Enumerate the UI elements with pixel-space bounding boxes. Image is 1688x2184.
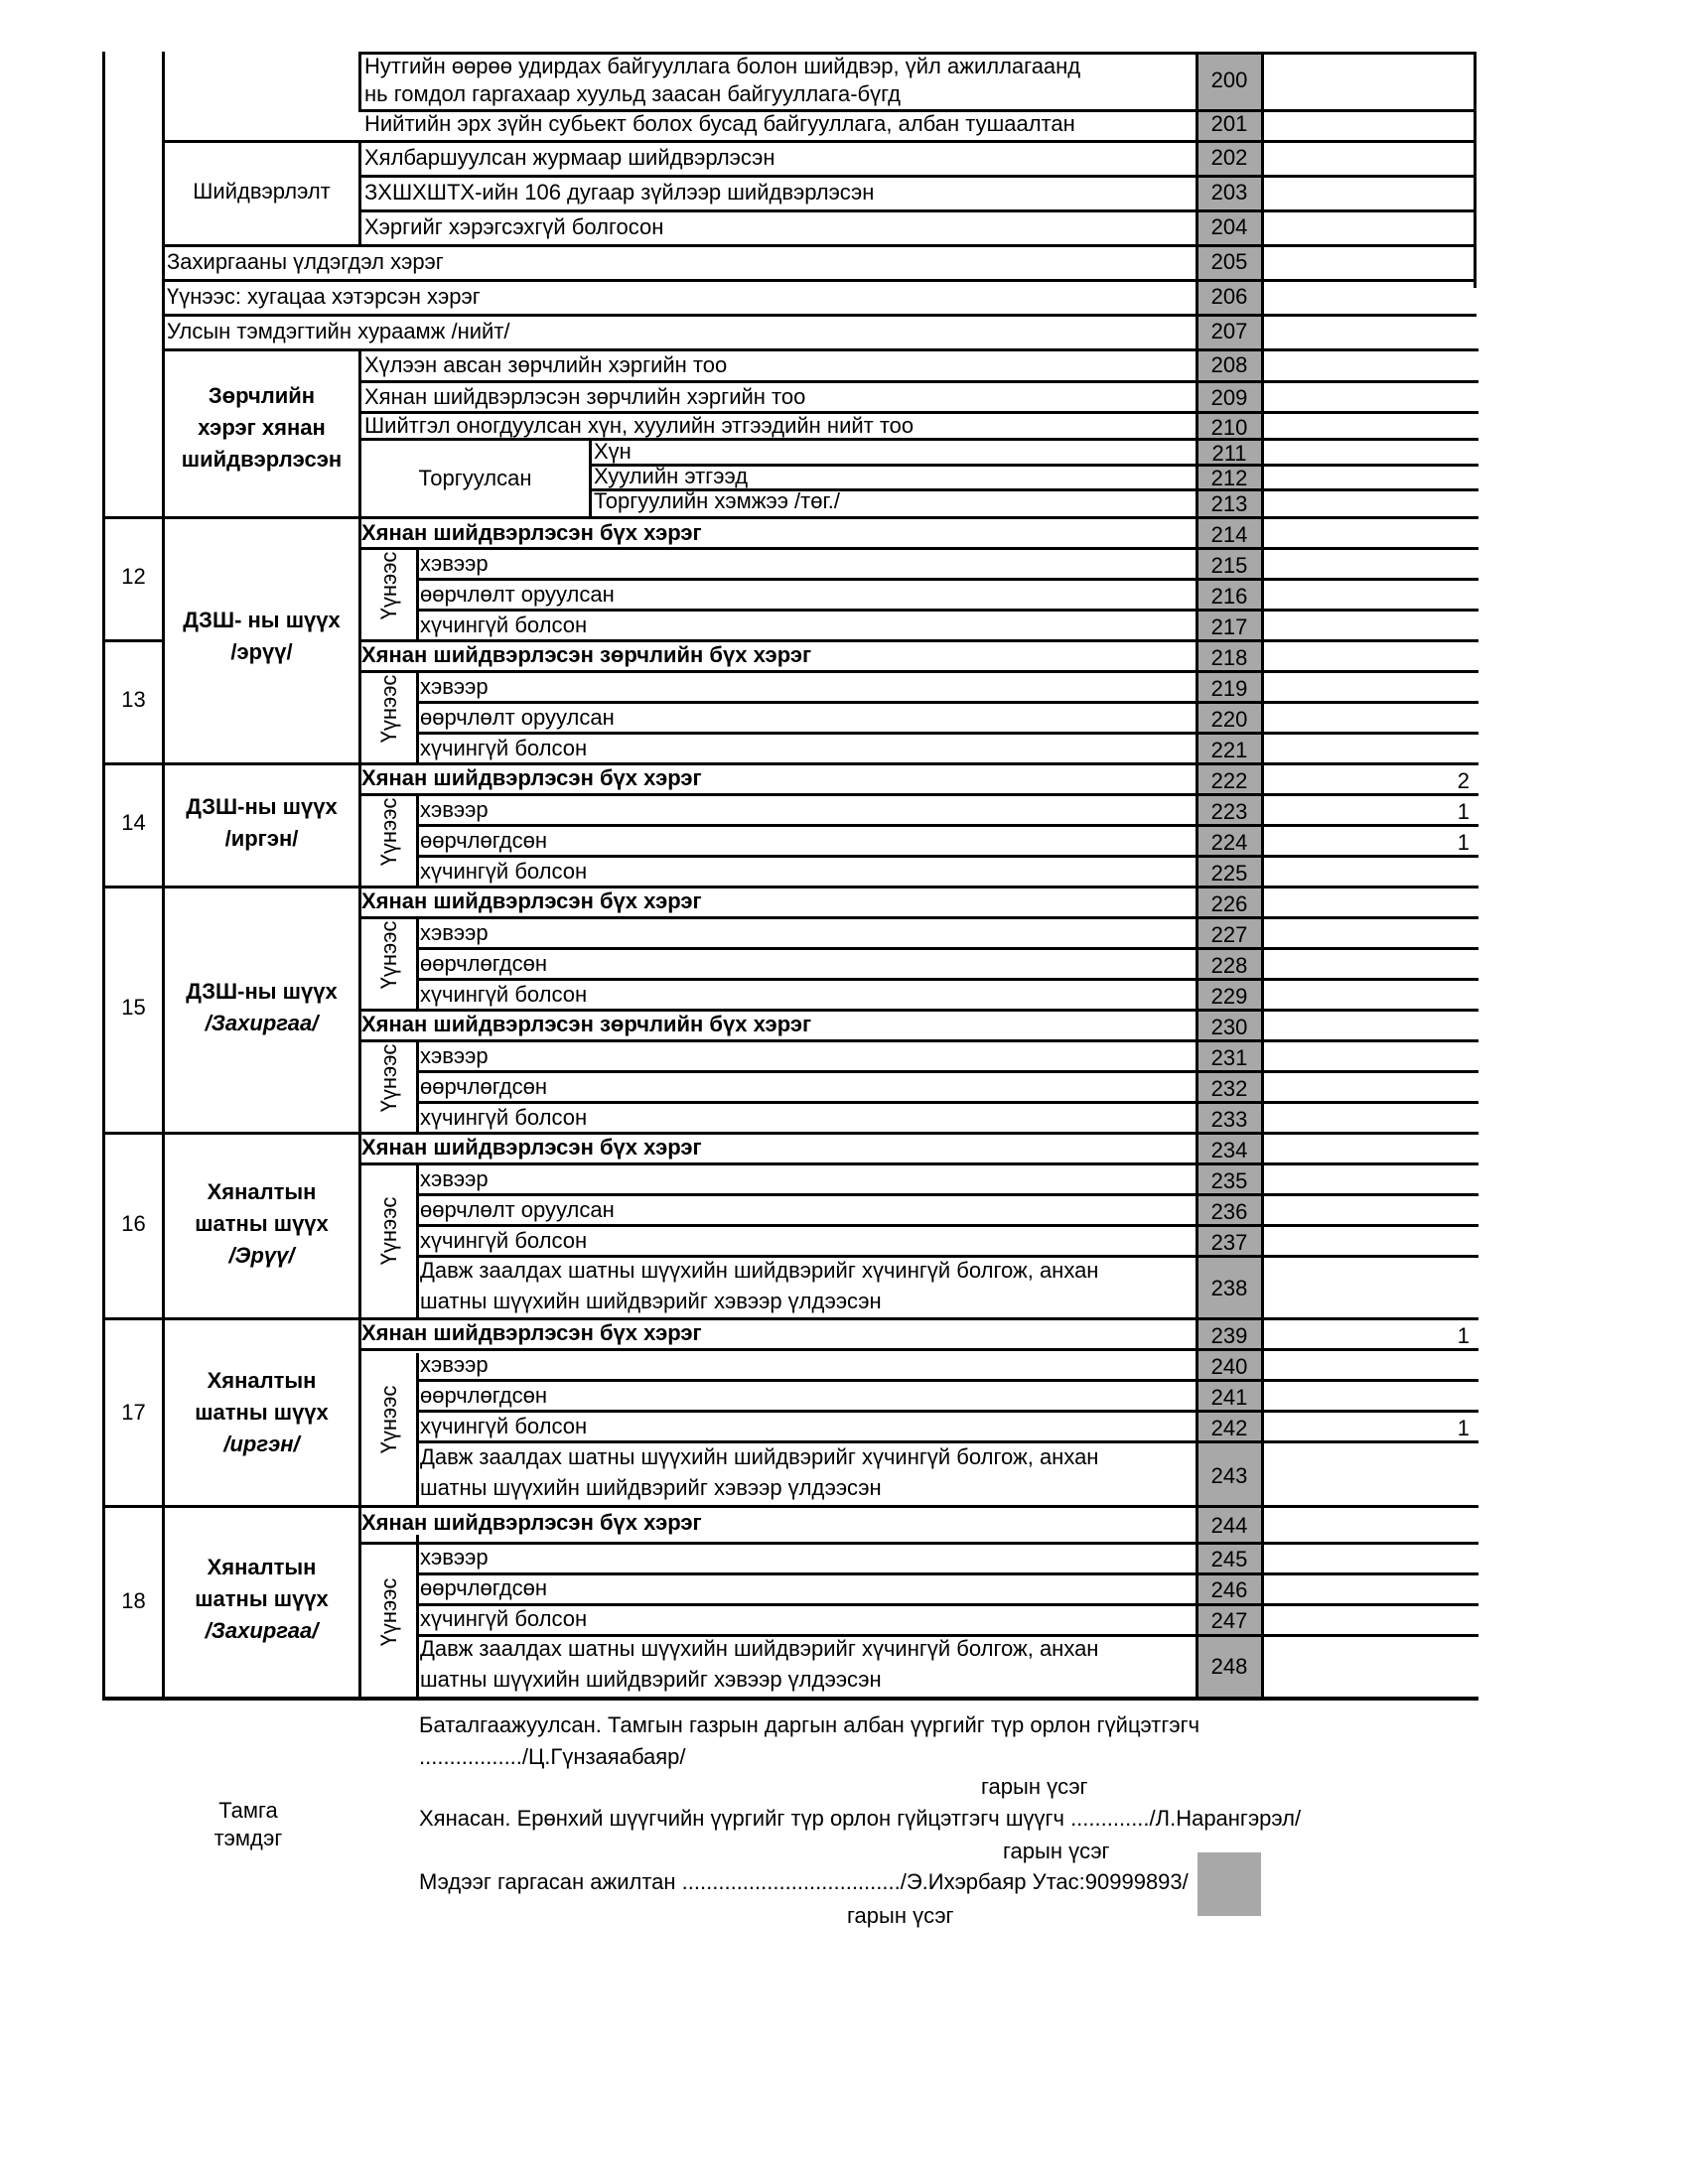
row-divider: [416, 701, 1478, 704]
row-code: 212: [1210, 466, 1248, 490]
row-label: ЗХШХШТХ-ийн 106 дугаар зүйлээр шийдвэрлэсэн: [364, 180, 875, 205]
row-code: 245: [1210, 1547, 1248, 1571]
row-label: Нийтийн эрх зүйн субьект болох бусад байгууллага, албан тушаалтан: [364, 111, 1075, 136]
section-number: 18: [121, 1588, 146, 1613]
row-divider: [416, 1379, 1478, 1382]
group-label-torguulsan: Торгуулсан: [418, 466, 532, 490]
row-divider: [162, 244, 1477, 247]
stamp-label: Тамга: [218, 1798, 278, 1823]
uunees-label: Үүнээс: [376, 674, 401, 744]
row-label: хэвээр: [420, 1043, 489, 1068]
row-divider: [162, 279, 1477, 282]
row-code: 221: [1210, 738, 1248, 762]
row-label: хүчингүй болсон: [420, 1105, 588, 1130]
row-value[interactable]: 2: [1457, 768, 1470, 793]
row-label: Нутгийн өөрөө удирдах байгууллага болон шийдвэр, үйл ажиллагаанд: [364, 54, 1081, 78]
row-label: Хэргийг хэрэгсэхгүй болгосон: [364, 214, 664, 239]
table-bottom-border: [102, 1697, 1478, 1701]
row-code: 205: [1210, 249, 1248, 274]
code-col-right: [1261, 52, 1264, 1701]
row-label-header: Хянан шийдвэрлэсэн бүх хэрэг: [361, 1320, 702, 1345]
uunees-label: Үүнээс: [376, 797, 401, 867]
row-label: өөрчлөлт оруулсан: [420, 582, 615, 607]
row-label: хэвээр: [420, 1352, 489, 1377]
row-divider: [358, 670, 1478, 673]
section-divider: [102, 516, 1478, 519]
row-divider: [358, 916, 1478, 919]
row-label: Торгуулийн хэмжээ /төг./: [594, 488, 841, 513]
column-divider-uunees: [416, 1353, 419, 1507]
row-code: 222: [1210, 768, 1248, 793]
highlight-box: [1197, 1852, 1261, 1916]
row-code: 216: [1210, 584, 1248, 609]
column-divider-uunees: [416, 1165, 419, 1319]
row-label: өөрчлөгдсөн: [420, 1383, 548, 1408]
row-code: 213: [1210, 491, 1248, 516]
section-label: /Эрүү/: [228, 1243, 295, 1268]
row-code: 217: [1210, 614, 1248, 639]
section-label: ДЗШ-ны шүүх: [186, 979, 338, 1004]
section-label: шатны шүүх: [195, 1586, 329, 1611]
row-label: хүчингүй болсон: [420, 613, 588, 637]
row-code: 240: [1210, 1354, 1248, 1379]
row-label: Хүн: [594, 439, 632, 464]
row-label: Захиргааны үлдэгдэл хэрэг: [167, 249, 444, 274]
row-label-header: Хянан шийдвэрлэсэн бүх хэрэг: [361, 888, 702, 913]
row-code: 227: [1210, 922, 1248, 947]
row-code: 201: [1210, 111, 1248, 136]
section-divider: [102, 886, 1478, 888]
row-divider: [358, 1542, 1478, 1545]
value-col-right: [1474, 52, 1477, 288]
row-divider: [416, 609, 1478, 612]
row-label: хэвээр: [420, 674, 489, 699]
row-divider: [416, 978, 1478, 981]
row-divider: [416, 578, 1478, 581]
row-label-header: Хянан шийдвэрлэсэн бүх хэрэг: [361, 1135, 702, 1160]
row-code: 207: [1210, 319, 1248, 343]
section-label: шатны шүүх: [195, 1400, 329, 1425]
row-code: 239: [1210, 1323, 1248, 1348]
signature-label: гарын үсэг: [847, 1903, 954, 1928]
section-divider: [102, 762, 1478, 765]
row-divider: [358, 1162, 1478, 1165]
stamp-label: тэмдэг: [213, 1826, 283, 1850]
section-label: /Захиргаа/: [205, 1618, 319, 1643]
row-code: 244: [1210, 1513, 1248, 1538]
row-code: 220: [1210, 707, 1248, 732]
row-code: 211: [1211, 441, 1247, 466]
column-divider-uunees: [416, 1535, 419, 1700]
row-value[interactable]: 1: [1457, 1323, 1470, 1348]
row-label-header: Хянан шийдвэрлэсэн бүх хэрэг: [361, 765, 702, 790]
section-number: 16: [121, 1211, 146, 1236]
row-label: хүчингүй болсон: [420, 1606, 588, 1631]
row-label: Үүнээс: хугацаа хэтэрсэн хэрэг: [167, 284, 481, 309]
prepared-by: Мэдээг гаргасан ажилтан ..................................../Э.Ихэрбаяр Утас:90999893/: [419, 1869, 1189, 1894]
row-divider: [416, 732, 1478, 735]
row-label: Хуулийн этгээд: [594, 464, 749, 488]
section-label: Хяналтын: [207, 1179, 317, 1204]
row-code: 237: [1210, 1230, 1248, 1255]
section-divider: [102, 639, 162, 642]
uunees-label: Үүнээс: [376, 920, 401, 990]
row-code: 233: [1210, 1107, 1248, 1132]
row-label: хэвээр: [420, 920, 489, 945]
row-value[interactable]: 1: [1457, 1416, 1470, 1440]
section-number: 13: [121, 687, 146, 712]
row-divider: [162, 140, 1477, 143]
row-code: 228: [1210, 953, 1248, 978]
row-code: 248: [1210, 1654, 1248, 1679]
row-code: 206: [1210, 284, 1248, 309]
row-label: хэвээр: [420, 1545, 489, 1570]
approved-by: Баталгаажуулсан. Тамгын газрын даргын албан үүргийг түр орлон гүйцэтгэгч: [419, 1712, 1200, 1737]
row-label: Хялбаршуулсан журмаар шийдвэрлэсэн: [364, 145, 775, 170]
group-label-zorchil: хэрэг хянан: [198, 415, 326, 440]
row-code: 218: [1210, 645, 1248, 670]
row-code: 238: [1210, 1276, 1248, 1300]
row-code: 234: [1210, 1138, 1248, 1162]
row-label: Давж заалдах шатны шүүхийн шийдвэрийг хүчингүй болгож, анхан: [420, 1636, 1099, 1661]
row-code: 243: [1210, 1463, 1248, 1488]
row-divider: [416, 1070, 1478, 1073]
section-label: шатны шүүх: [195, 1211, 329, 1236]
row-divider: [358, 175, 1477, 178]
column-divider-group: [358, 52, 361, 112]
section-label: Хяналтын: [207, 1368, 317, 1393]
row-label: шатны шүүхийн шийдвэрийг хэвээр үлдээсэн: [420, 1475, 882, 1500]
row-label-header: Хянан шийдвэрлэсэн зөрчлийн бүх хэрэг: [361, 642, 812, 667]
row-code: 246: [1210, 1577, 1248, 1602]
row-code: 230: [1210, 1015, 1248, 1039]
row-code: 215: [1210, 553, 1248, 578]
group-label-zorchil: Зөрчлийн: [208, 383, 316, 408]
row-code: 208: [1210, 352, 1248, 377]
column-divider-uunees: [416, 796, 419, 888]
row-code: 219: [1210, 676, 1248, 701]
row-code: 235: [1210, 1168, 1248, 1193]
row-label: өөрчлөгдсөн: [420, 951, 548, 976]
section-label: Хяналтын: [207, 1555, 317, 1579]
row-divider: [358, 1039, 1478, 1042]
row-label: өөрчлөгдсөн: [420, 828, 548, 853]
row-code: 232: [1210, 1076, 1248, 1101]
row-label: өөрчлөлт оруулсан: [420, 1197, 615, 1222]
row-label: хүчингүй болсон: [420, 736, 588, 760]
row-code: 225: [1210, 861, 1248, 886]
row-label: Улсын тэмдэгтийн хураамж /нийт/: [167, 319, 510, 343]
approved-by-name: ................./Ц.Гүнзаяабаяр/: [419, 1744, 686, 1769]
uunees-label: Үүнээс: [376, 1043, 401, 1113]
section-label: /эрүү/: [230, 639, 293, 664]
row-label-header: Хянан шийдвэрлэсэн зөрчлийн бүх хэрэг: [361, 1012, 812, 1036]
column-divider-group: [358, 142, 361, 246]
reviewed-by: Хянасан. Ерөнхий шүүгчийн үүргийг түр орлон гүйцэтгэгч шүүгч ............./Л.Нарангэрэл/: [419, 1806, 1302, 1831]
uunees-label: Үүнээс: [376, 551, 401, 620]
row-divider: [358, 209, 1477, 212]
section-divider: [102, 1505, 1478, 1508]
row-code: 229: [1210, 984, 1248, 1009]
group-label-zorchil: шийдвэрлэсэн: [181, 447, 343, 472]
section-number: 14: [121, 810, 146, 835]
section-label: /Захиргаа/: [205, 1011, 319, 1035]
column-divider-torguulsan: [589, 440, 592, 517]
row-label: хэвээр: [420, 797, 489, 822]
row-code: 204: [1210, 214, 1248, 239]
row-value[interactable]: 1: [1457, 830, 1470, 855]
row-code: 247: [1210, 1608, 1248, 1633]
row-label: нь гомдол гаргахаар хуульд заасан байгууллага-бүгд: [364, 81, 901, 106]
section-label: ДЗШ-ны шүүх: [186, 794, 338, 819]
row-label: хүчингүй болсон: [420, 1414, 588, 1438]
row-divider: [416, 1572, 1478, 1575]
column-divider-uunees: [416, 1042, 419, 1135]
signature-label: гарын үсэг: [981, 1774, 1088, 1799]
section-label: /иргэн/: [223, 1432, 300, 1456]
row-code: 214: [1210, 522, 1248, 547]
section-label: /иргэн/: [224, 826, 299, 851]
row-code: 210: [1210, 415, 1248, 440]
row-label: хэвээр: [420, 1166, 489, 1191]
row-label: Хүлээн авсан зөрчлийн хэргийн тоо: [364, 352, 728, 377]
row-divider: [162, 314, 1477, 317]
table-left-border: [102, 52, 105, 1701]
row-divider: [358, 380, 1478, 383]
row-divider: [162, 348, 1478, 351]
row-code: 224: [1210, 830, 1248, 855]
row-label: шатны шүүхийн шийдвэрийг хэвээр үлдээсэн: [420, 1289, 882, 1313]
signature-label: гарын үсэг: [1003, 1839, 1110, 1863]
row-label: Давж заалдах шатны шүүхийн шийдвэрийг хүчингүй болгож, анхан: [420, 1444, 1099, 1469]
row-code: 200: [1210, 68, 1248, 92]
row-label: шатны шүүхийн шийдвэрийг хэвээр үлдээсэн: [420, 1667, 882, 1692]
row-label: хүчингүй болсон: [420, 1228, 588, 1253]
row-code: 242: [1210, 1416, 1248, 1440]
section-number: 12: [121, 564, 146, 589]
row-value[interactable]: 1: [1457, 799, 1470, 824]
uunees-label: Үүнээс: [376, 1196, 401, 1266]
uunees-label: Үүнээс: [376, 1385, 401, 1454]
section-divider: [102, 1132, 1478, 1135]
section-label: ДЗШ- ны шүүх: [183, 608, 341, 632]
group-label-shiidverlelt: Шийдвэрлэлт: [193, 179, 331, 204]
row-code: 223: [1210, 799, 1248, 824]
column-divider-uunees: [416, 549, 419, 641]
row-divider: [416, 947, 1478, 950]
row-code: 209: [1210, 385, 1248, 410]
section-number: 15: [121, 995, 146, 1020]
row-label-header: Хянан шийдвэрлэсэн бүх хэрэг: [361, 520, 702, 545]
row-code: 241: [1210, 1385, 1248, 1410]
section-number: 17: [121, 1400, 146, 1425]
row-divider: [416, 1410, 1478, 1413]
row-label: өөрчлөлт оруулсан: [420, 705, 615, 730]
row-label: хэвээр: [420, 551, 489, 576]
row-divider: [416, 1224, 1478, 1227]
section-divider: [102, 1317, 1478, 1320]
row-divider: [416, 1101, 1478, 1104]
row-code: 231: [1210, 1045, 1248, 1070]
uunees-label: Үүнээс: [376, 1577, 401, 1647]
row-label-header: Хянан шийдвэрлэсэн бүх хэрэг: [361, 1510, 702, 1535]
column-divider-uunees: [416, 919, 419, 1012]
row-label: Шийтгэл оногдуулсан хүн, хуулийн этгээдийн нийт тоо: [364, 413, 914, 438]
row-label: Давж заалдах шатны шүүхийн шийдвэрийг хүчингүй болгож, анхан: [420, 1258, 1099, 1283]
row-code: 226: [1210, 891, 1248, 916]
row-label: Хянан шийдвэрлэсэн зөрчлийн хэргийн тоо: [364, 384, 806, 409]
row-divider: [416, 1193, 1478, 1196]
row-divider: [358, 547, 1478, 550]
column-divider-uunees: [416, 672, 419, 764]
row-label: өөрчлөгдсөн: [420, 1074, 548, 1099]
row-code: 203: [1210, 180, 1248, 205]
row-label: хүчингүй болсон: [420, 859, 588, 884]
row-label: хүчингүй болсон: [420, 982, 588, 1007]
row-label: өөрчлөгдсөн: [420, 1575, 548, 1600]
row-code: 236: [1210, 1199, 1248, 1224]
row-code: 202: [1210, 145, 1248, 170]
